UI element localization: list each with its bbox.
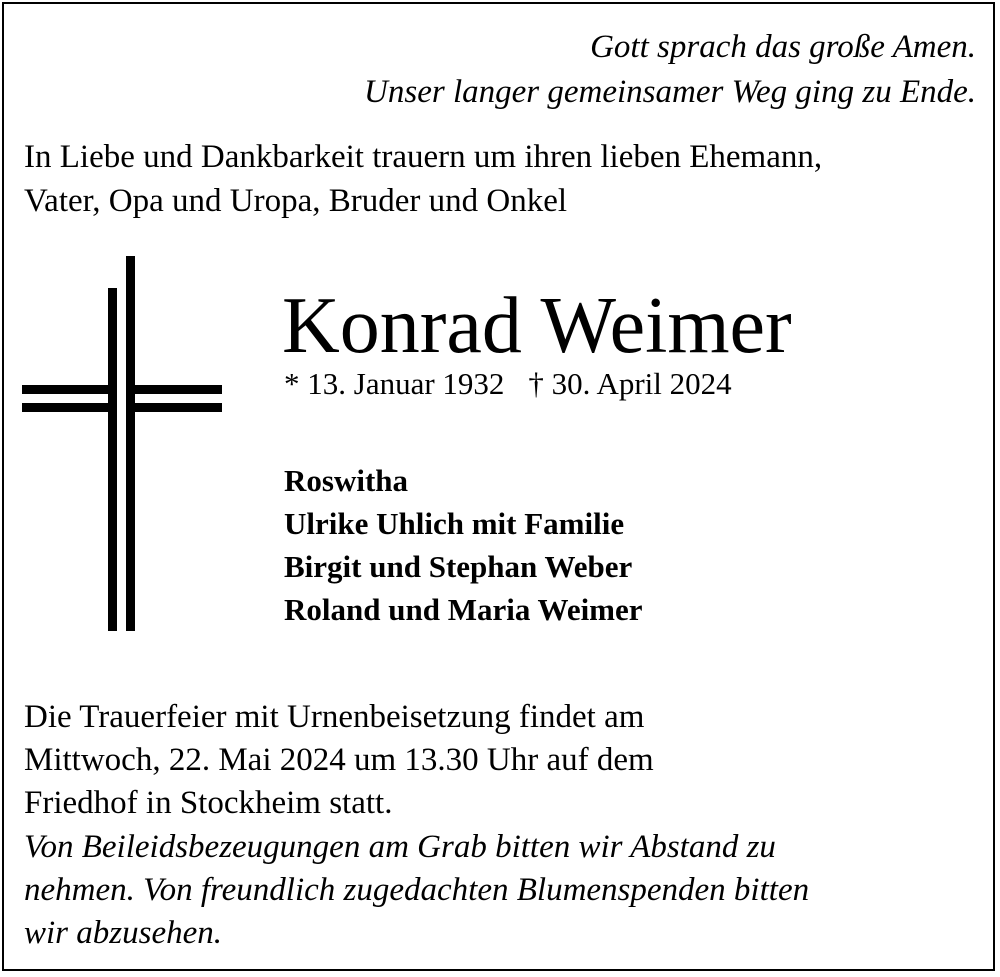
mourner: Ulrike Uhlich mit Familie (284, 506, 625, 541)
cross-bar (108, 288, 117, 388)
cross-bar (126, 256, 135, 631)
intro-line: In Liebe und Dankbarkeit trauern um ihren lieben Ehemann, (24, 139, 823, 175)
motto-line: Unser langer gemeinsamer Weg ging zu Ende. (364, 74, 976, 110)
motto-line: Gott sprach das große Amen. (590, 29, 976, 65)
intro-line: Vater, Opa und Uropa, Bruder und Onkel (24, 183, 568, 219)
service-line: Friedhof in Stockheim statt. (24, 785, 393, 821)
service-info (24, 696, 654, 825)
mourner: Roland und Maria Weimer (284, 592, 643, 627)
request-line: nehmen. Von freundlich zugedachten Blumenspenden bitten (24, 872, 810, 908)
mourners-list (284, 459, 643, 631)
intro-text (24, 135, 822, 223)
request-line: wir abzusehen. (24, 915, 222, 951)
cross-gap (117, 403, 126, 412)
birth-date: * 13. Januar 1932 (284, 366, 505, 401)
cross-icon (22, 256, 222, 631)
request-line: Von Beileidsbezeugungen am Grab bitten wir Abstand zu (24, 829, 776, 865)
cross-bar (135, 385, 222, 394)
condolence-request (24, 826, 964, 955)
life-dates (284, 364, 732, 404)
mourner: Roswitha (284, 463, 409, 498)
cross-bar (22, 385, 108, 394)
service-line: Mittwoch, 22. Mai 2024 um 13.30 Uhr auf dem (24, 742, 654, 778)
mourner: Birgit und Stephan Weber (284, 549, 633, 584)
death-date: † 30. April 2024 (528, 366, 732, 401)
service-line: Die Trauerfeier mit Urnenbeisetzung findet am (24, 699, 645, 735)
motto-quote (364, 25, 976, 115)
deceased-name: Konrad Weimer (282, 282, 792, 370)
